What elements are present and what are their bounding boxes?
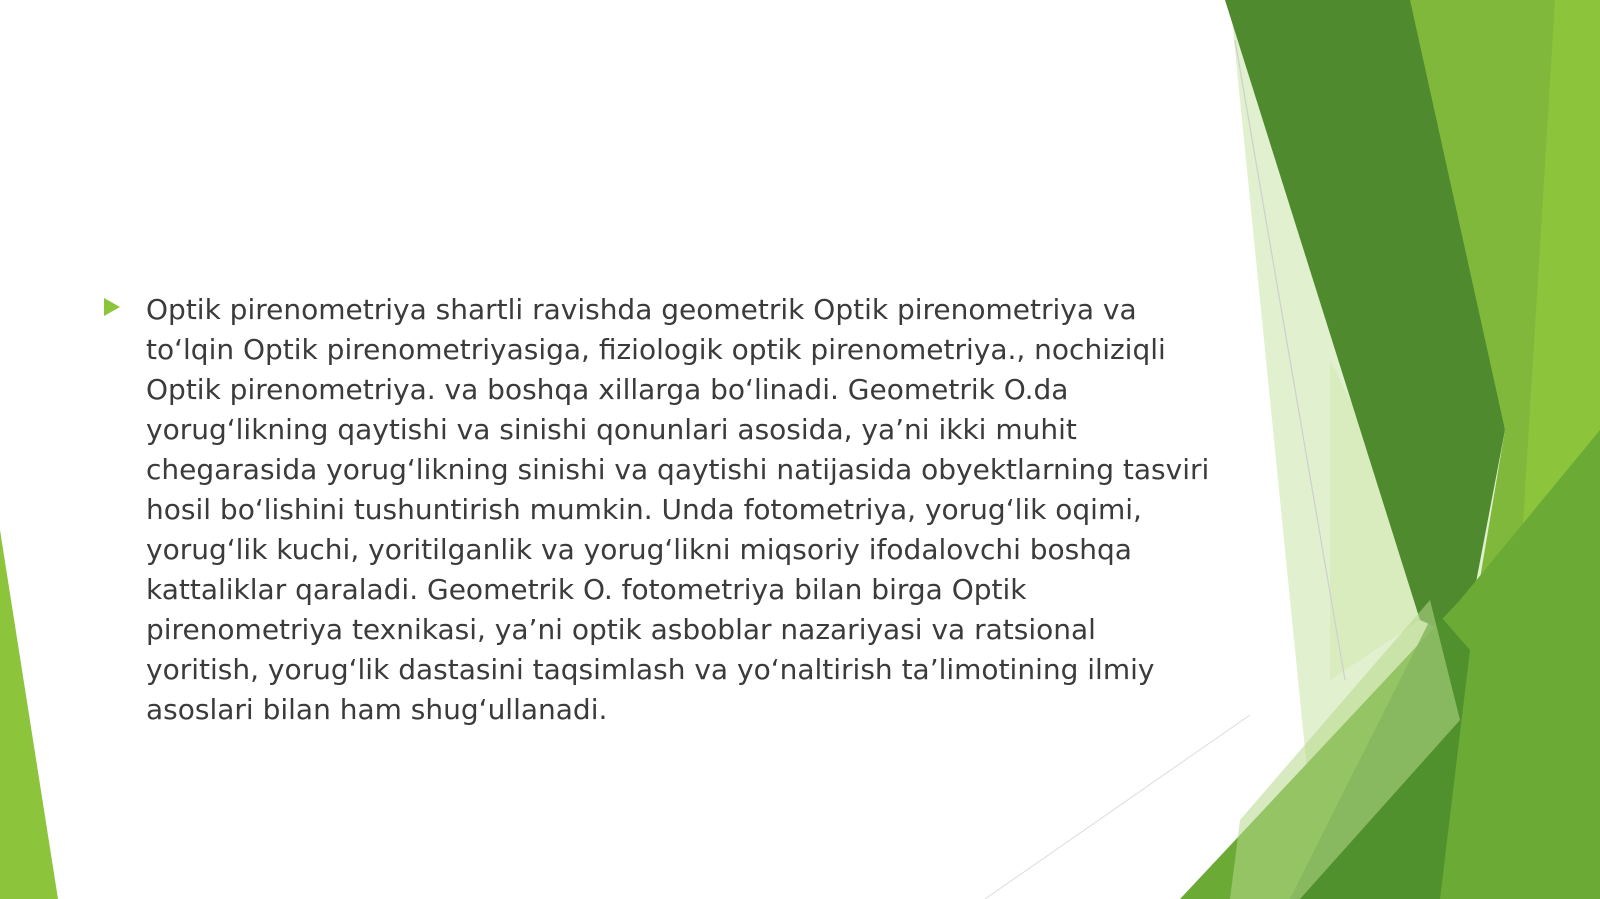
bullet-item bbox=[100, 290, 1210, 730]
left-green-shape bbox=[0, 530, 58, 899]
triangle-bullet-icon bbox=[104, 298, 120, 316]
content-placeholder bbox=[100, 290, 1210, 730]
bullet-text: Optik pirenometriya shartli ravishda geometrik Optik pirenometriya va to‘lqin Optik pirenometriyasiga, fiziologik optik pirenometriya., nochiziqli Optik pirenometriya. va boshqa xillarga bo‘linadi. Geometrik O.da yorug‘likning qaytishi va sinishi qonunlari asosida, ya’ni ikki muhit chegarasida yorug‘likning sinishi va qaytishi natijasida obyektlarning tasviri hosil bo‘lishini tushuntirish mumkin. Unda fotometriya, yorug‘lik oqimi, yorug‘lik kuchi, yoritilganlik va yorug‘likni miqsoriy ifodalovchi boshqa kattaliklar qaraladi. Geometrik O. fotometriya bilan birga Optik pirenometriya texnikasi, ya’ni optik asboblar nazariyasi va ratsional yoritish, yorug‘lik dastasini taqsimlash va yo‘naltirish ta’limotining ilmiy asoslari bilan ham shug‘ullanadi. bbox=[146, 293, 1210, 726]
